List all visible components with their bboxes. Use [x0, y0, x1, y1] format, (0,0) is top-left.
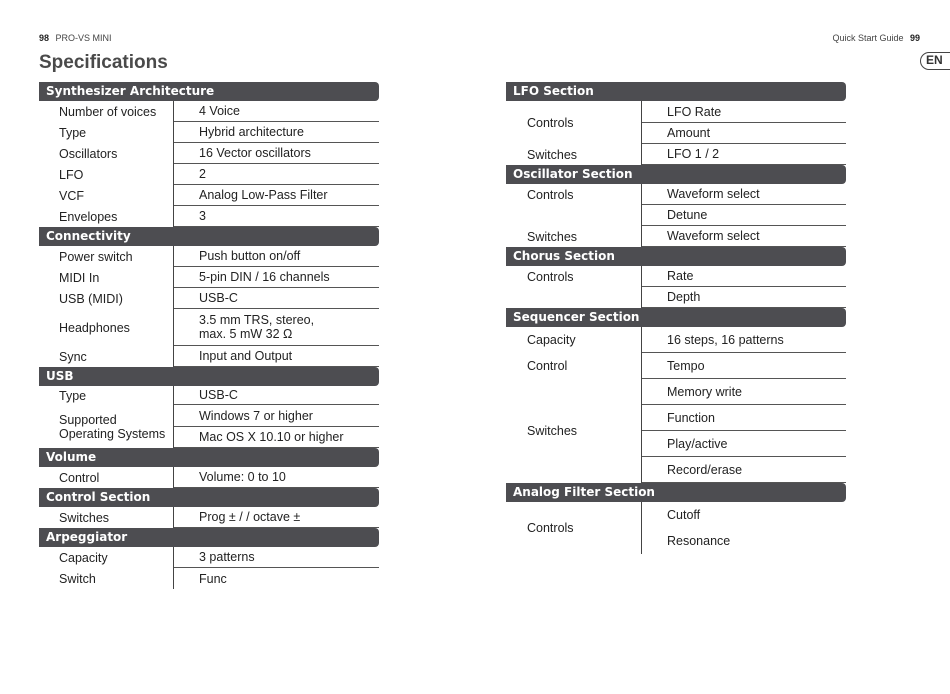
section-header-synthesizer-architecture: Synthesizer Architecture: [39, 82, 379, 101]
section-header-chorus-section: Chorus Section: [506, 247, 846, 266]
spec-value: Rate: [642, 266, 846, 287]
spec-label: Oscillators: [39, 143, 174, 164]
spec-value: Mac OS X 10.10 or higher: [174, 427, 379, 448]
spec-label: Capacity: [506, 327, 642, 353]
spec-row-controls: [506, 502, 846, 554]
spec-label: Switch: [39, 568, 174, 589]
section-header-control-section: Control Section: [39, 488, 379, 507]
spec-label: Controls: [506, 502, 642, 554]
spec-label: Supported Operating Systems: [39, 405, 174, 448]
left-spec-column: [39, 82, 379, 589]
spec-row-type: [39, 386, 379, 405]
spec-row-depth: [506, 287, 846, 308]
left-page-number: 98: [39, 33, 50, 43]
section-header-lfo-section: LFO Section: [506, 82, 846, 101]
spec-value: Cutoff: [667, 508, 701, 522]
spec-value: Resonance: [667, 534, 731, 548]
spec-row-switches: [506, 144, 846, 165]
spec-label: Sync: [39, 346, 174, 367]
spec-label: Controls: [506, 184, 642, 205]
spec-row-type: [39, 122, 379, 143]
spec-value: 16 Vector oscillators: [174, 143, 379, 164]
section-header-connectivity: Connectivity: [39, 227, 379, 246]
spec-value: Memory write: [642, 379, 846, 405]
spec-row-vcf: [39, 185, 379, 206]
spec-row-capacity: [39, 547, 379, 568]
spec-row-usb-midi: [39, 288, 379, 309]
spec-value: Volume: 0 to 10: [174, 467, 379, 488]
spec-row-supported-operating-systems: [39, 405, 379, 448]
spec-value: 2: [174, 164, 379, 185]
spec-row-control: [39, 467, 379, 488]
spec-value: Detune: [642, 205, 846, 226]
spec-label: Number of voices: [39, 101, 174, 122]
spec-label: Type: [39, 122, 174, 143]
spec-value: 3 patterns: [174, 547, 379, 568]
spec-row-switch: [39, 568, 379, 589]
spec-value: Amount: [642, 123, 846, 144]
spec-value: Function: [642, 405, 846, 431]
spec-label: USB (MIDI): [39, 288, 174, 309]
spec-label: Control: [39, 467, 174, 488]
spec-value: 5-pin DIN / 16 channels: [174, 267, 379, 288]
section-header-arpeggiator: Arpeggiator: [39, 528, 379, 547]
spec-row-power-switch: [39, 246, 379, 267]
spec-value: Tempo: [642, 353, 846, 379]
section-header-usb: USB: [39, 367, 379, 386]
section-header-sequencer-section: Sequencer Section: [506, 308, 846, 327]
spec-value: Record/erase: [642, 457, 846, 483]
spec-value: USB-C: [174, 288, 379, 309]
spec-label: Controls: [506, 101, 642, 144]
spec-value: Prog ± / / octave ±: [174, 507, 379, 528]
section-header-analog-filter-section: Analog Filter Section: [506, 483, 846, 502]
spec-value: Push button on/off: [174, 246, 379, 267]
right-page-number: 99: [909, 33, 920, 43]
left-page-header: [39, 33, 112, 43]
spec-row-lfo: [39, 164, 379, 185]
spec-label: LFO: [39, 164, 174, 185]
spec-value: LFO Rate: [642, 101, 846, 123]
spec-value: Depth: [642, 287, 846, 308]
spec-value: 4 Voice: [174, 101, 379, 122]
right-running-title: Quick Start Guide: [832, 33, 904, 43]
right-spec-column: [506, 82, 846, 554]
spec-label: VCF: [39, 185, 174, 206]
spec-value: Waveform select: [642, 226, 846, 247]
spec-label: Switches: [506, 379, 642, 483]
spec-value: LFO 1 / 2: [642, 144, 846, 165]
spec-row-controls: [506, 184, 846, 205]
spec-label: MIDI In: [39, 267, 174, 288]
spec-label: Capacity: [39, 547, 174, 568]
spec-row-number-of-voices: [39, 101, 379, 122]
language-tab: EN: [920, 52, 950, 70]
section-header-oscillator-section: Oscillator Section: [506, 165, 846, 184]
spec-label: [506, 205, 642, 226]
section-header-volume: Volume: [39, 448, 379, 467]
spec-label: Switches: [39, 507, 174, 528]
spec-value: Func: [199, 571, 227, 586]
page-title: Specifications: [39, 52, 168, 73]
spec-value: 3: [174, 206, 379, 227]
spec-row-detune: [506, 205, 846, 226]
spec-label: Headphones: [39, 309, 174, 346]
spec-row-switches: [506, 379, 846, 483]
spec-label: Envelopes: [39, 206, 174, 227]
spec-value: Analog Low-Pass Filter: [174, 185, 379, 206]
spec-value: Input and Output: [174, 346, 379, 367]
spec-label: Switches: [506, 144, 642, 165]
spec-row-controls: [506, 266, 846, 287]
spec-row-sync: [39, 346, 379, 367]
spec-value: Waveform select: [642, 184, 846, 205]
spec-row-controls: [506, 101, 846, 144]
spec-label: Type: [39, 386, 174, 405]
left-running-title: PRO-VS MINI: [55, 33, 112, 43]
spec-row-oscillators: [39, 143, 379, 164]
spec-label: Controls: [506, 266, 642, 287]
spec-value: Play/active: [642, 431, 846, 457]
spec-value: 3.5 mm TRS, stereo, max. 5 mW 32 Ω: [174, 309, 379, 346]
spec-label: Control: [506, 353, 642, 379]
spec-label: [506, 287, 642, 308]
spec-label: Power switch: [39, 246, 174, 267]
spec-row-midi-in: [39, 267, 379, 288]
spec-value: Hybrid architecture: [174, 122, 379, 143]
right-page-header: [832, 33, 920, 43]
spec-row-control: [506, 353, 846, 379]
spec-row-envelopes: [39, 206, 379, 227]
spec-label: Switches: [506, 226, 642, 247]
spec-row-switches: [39, 507, 379, 528]
spec-value: Windows 7 or higher: [174, 405, 379, 427]
spec-row-capacity: [506, 327, 846, 353]
spec-row-switches: [506, 226, 846, 247]
spec-row-headphones: [39, 309, 379, 346]
spec-value: 16 steps, 16 patterns: [642, 327, 846, 353]
spec-value: USB-C: [174, 386, 379, 405]
